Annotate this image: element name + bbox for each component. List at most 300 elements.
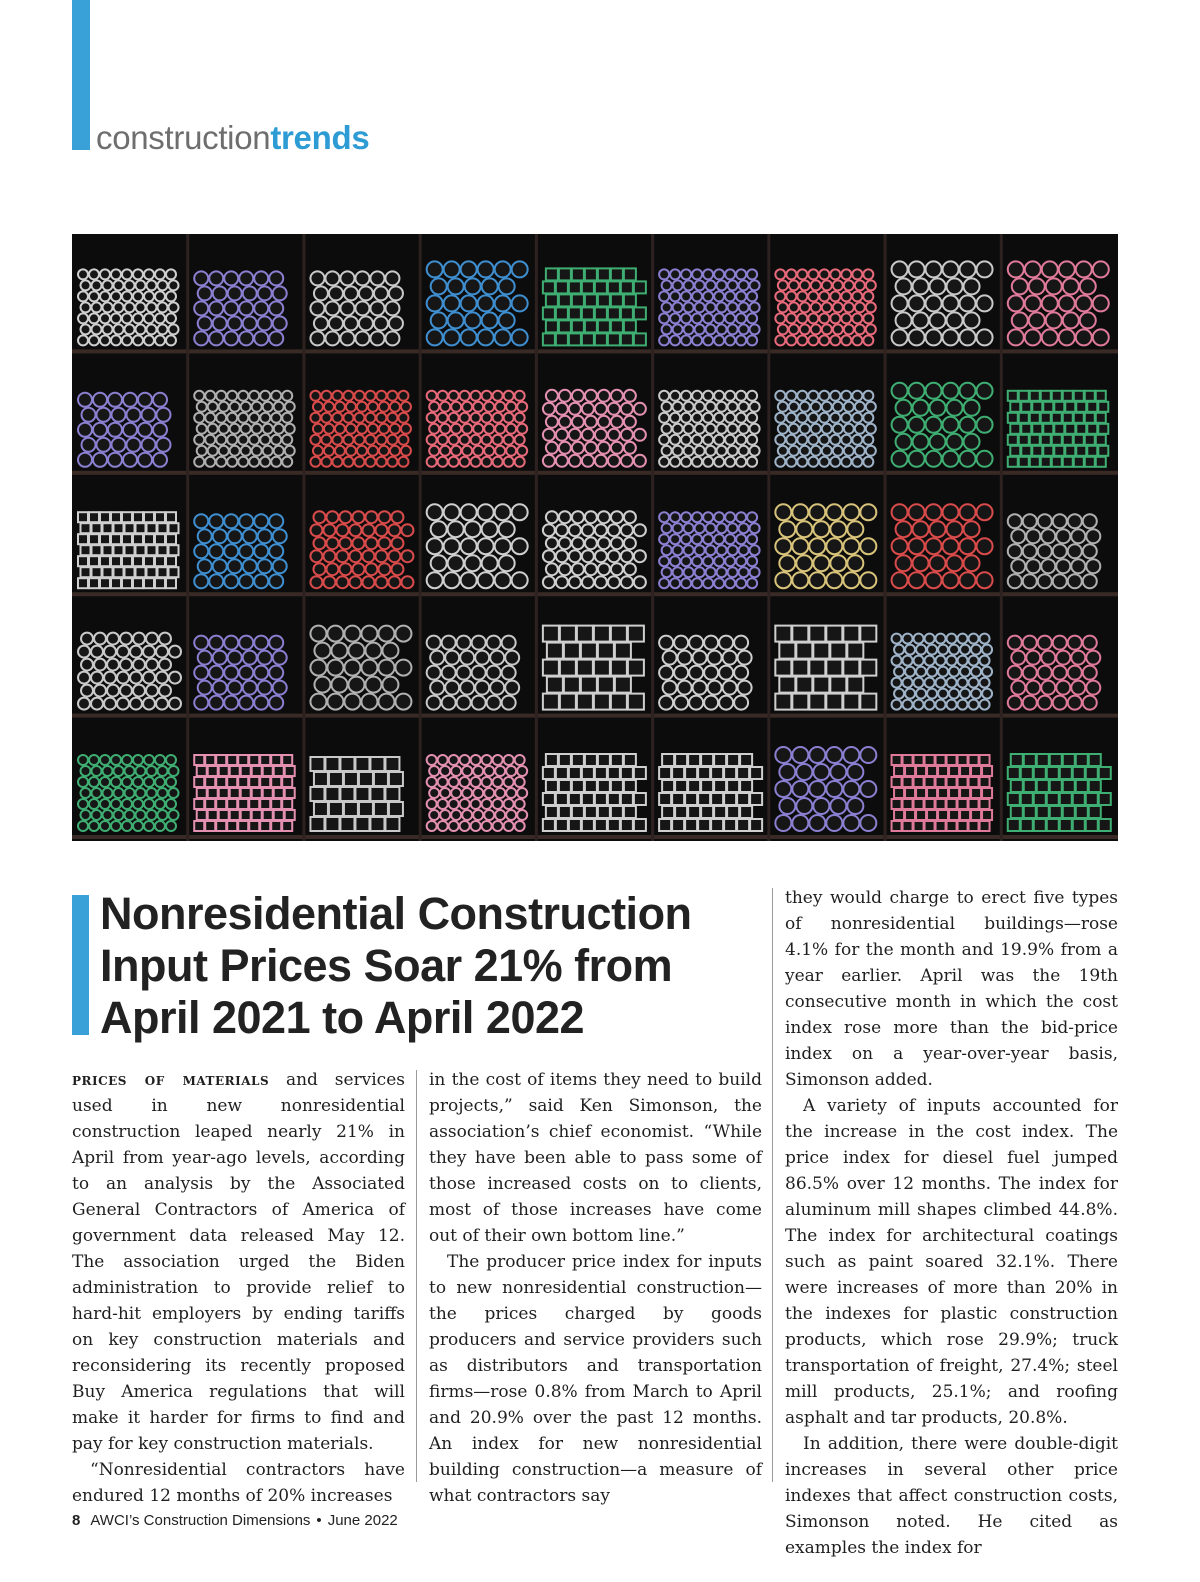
pipe-end [388,524,400,536]
pipe-end [133,534,143,544]
pipe-end [111,269,121,279]
pipe-end [344,772,358,786]
pipe-end [495,424,505,434]
pipe-end [1024,780,1036,792]
pipe-end [982,788,992,798]
pipe-end [376,457,386,467]
pipe-end [169,788,179,798]
pipe-end [546,563,558,575]
pipe-end [792,815,808,831]
pipe-end [1054,446,1064,456]
pipe-end [747,335,757,345]
pipe-end [271,457,281,467]
pipe-end [462,402,472,412]
pipe-end [1068,636,1082,650]
pipe-end [427,504,443,520]
pipe-end [844,324,854,334]
pipe-end [608,429,620,441]
pipe-end [670,335,680,345]
pipe-end [662,302,672,312]
pipe-end [750,567,760,577]
pipe-end [841,335,851,345]
pipe-end [779,677,795,693]
pipe-end [1032,446,1042,456]
pipe-end [559,563,571,575]
pipe-end [725,335,735,345]
pipe-end [238,413,248,423]
pipe-end [847,798,863,814]
pipe-end [263,424,273,434]
pipe-end [728,402,738,412]
pipe-end [78,335,88,345]
pipe-end [401,446,411,456]
pipe-end [440,788,450,798]
pipe-end [1023,696,1037,710]
pipe-end [249,821,259,831]
pipe-end [778,446,788,456]
pipe-end [775,504,791,520]
pipe-end [385,817,399,831]
pipe-end [355,787,369,801]
pipe-end [310,576,322,588]
pipe-end [269,696,283,710]
pipe-end [130,646,142,658]
pipe-bundle [427,391,527,467]
pipe-end [581,677,597,693]
pipe-end [314,802,328,816]
pipe-end [714,391,724,401]
pipe-end [736,534,746,544]
pipe-end [273,559,287,573]
pipe-end [156,672,168,684]
pipe-end [228,559,242,573]
pipe-end [892,572,908,588]
pipe-end [1046,278,1062,294]
pipe-end [855,446,865,456]
pipe-end [611,537,623,549]
pipe-end [914,656,924,666]
pipe-end [355,331,369,345]
pipe-end [569,307,581,319]
pipe-end [852,413,862,423]
pipe-end [659,413,669,423]
pipe-end [947,700,957,710]
pipe-end [1032,402,1042,412]
pipe-end [158,766,168,776]
pipe-end [370,787,384,801]
pipe-end [585,268,597,280]
pipe-end [310,301,324,315]
pipe-end [775,626,791,642]
pipe-end [445,651,459,665]
pipe-end [1083,666,1097,680]
pipe-end [158,280,168,290]
pipe-bundle [543,626,644,710]
pipe-end [582,767,594,779]
pipe-end [144,313,154,323]
pipe-end [346,424,356,434]
pipe-end [926,538,942,554]
pipe-end [427,261,443,277]
pipe-end [100,512,110,522]
pipe-end [249,799,259,809]
pipe-end [822,424,832,434]
pipe-end [621,793,633,805]
pipe-end [909,383,925,399]
pipe-end [936,634,946,644]
pipe-end [103,302,113,312]
pipe-end [634,819,646,831]
pipe-end [830,269,840,279]
pipe-end [515,777,525,787]
pipe-end [103,523,113,533]
pipe-end [841,291,851,301]
pipe-end [238,755,248,765]
pipe-end [258,286,272,300]
pipe-end [866,280,876,290]
pipe-end [947,777,957,787]
pipe-end [344,316,358,330]
pipe-end [938,766,948,776]
pipe-end [224,331,238,345]
pipe-end [155,777,165,787]
pipe-end [243,316,257,330]
pipe-end [158,545,168,555]
pipe-end [216,457,226,467]
pipe-end [143,646,155,658]
pipe-end [78,578,88,588]
pipe-end [673,402,683,412]
pipe-end [427,696,441,710]
pipe-end [750,545,760,555]
pipe-end [243,286,257,300]
pipe-end [325,301,339,315]
pipe-end [100,313,110,323]
pipe-end [624,442,636,454]
column-divider [416,1070,417,1482]
pipe-end [1008,295,1024,311]
pipe-end [471,457,481,467]
pipe-end [822,446,832,456]
steel-pipes-photo [72,234,1118,841]
pipe-end [375,576,387,588]
pipe-end [1025,261,1041,277]
pipe-end [727,754,739,766]
pipe-end [378,511,390,523]
pipe-end [822,280,832,290]
pipe-end [792,538,808,554]
pipe-end [155,578,165,588]
pipe-end [736,313,746,323]
pipe-end [892,417,908,433]
pipe-end [598,511,610,523]
pipe-end [852,335,862,345]
pipe-end [449,413,459,423]
pipe-end [125,567,135,577]
pipe-end [692,269,702,279]
pipe-end [382,643,398,659]
pipe-end [847,521,863,537]
pipe-end [684,545,694,555]
pipe-end [254,544,268,558]
pipe-end [659,457,669,467]
pipe-end [209,331,223,345]
pipe-end [947,634,957,644]
pipe-end [673,324,683,334]
pipe-end [238,799,248,809]
pipe-end [482,799,492,809]
pipe-end [971,689,981,699]
pipe-end [91,698,103,710]
pipe-end [378,563,390,575]
pipe-end [1083,574,1097,588]
pipe-end [227,435,237,445]
pipe-end [866,446,876,456]
pipe-end [860,747,876,763]
pipe-end [390,424,400,434]
pipe-end [1023,636,1037,650]
pipe-end [1019,457,1029,467]
pipe-end [495,261,511,277]
lead-in: prices of materials [72,1070,270,1090]
pipe-end [166,821,176,831]
pipe-end [800,280,810,290]
pipe-end [506,766,516,776]
pipe-end [326,511,338,523]
pipe-end [960,766,970,776]
pipe-end [695,302,705,312]
pipe-end [896,434,912,450]
pipe-end [572,537,584,549]
pipe-end [216,391,226,401]
pipe-end [473,788,483,798]
pipe-end [349,524,361,536]
pipe-end [714,556,724,566]
pipe-end [1043,402,1053,412]
pipe-end [714,291,724,301]
pipe-end [1056,681,1070,695]
pipe-end [1063,754,1075,766]
pipe-end [852,291,862,301]
pipe-end [198,529,212,543]
pipe-end [1098,424,1108,434]
pipe-end [355,301,369,315]
pipe-end [977,538,993,554]
pipe-end [855,324,865,334]
pipe-end [958,777,968,787]
pipe-end [515,457,525,467]
pipe-end [1019,435,1029,445]
pipe-end [136,788,146,798]
pipe-end [97,438,111,452]
pipe-end [1023,666,1037,680]
pipe-end [445,681,459,695]
pipe-end [943,417,959,433]
pipe-end [980,799,990,809]
pipe-end [711,767,723,779]
pipe-end [97,408,111,422]
pipe-end [114,788,124,798]
pipe-end [142,408,156,422]
pipe-end [499,278,515,294]
pipe-end [1076,402,1086,412]
pipe-end [260,391,270,401]
pipe-end [1008,696,1022,710]
pipe-end [909,417,925,433]
pipe-end [274,810,284,820]
pipe-end [670,556,680,566]
pipe-end [559,268,571,280]
pipe-end [81,766,91,776]
pipe-end [194,391,204,401]
pipe-end [274,788,284,798]
pipe-end [239,574,253,588]
pipe-end [100,335,110,345]
pipe-end [1042,261,1058,277]
pipe-end [314,316,328,330]
pipe-end [209,636,223,650]
pipe-end [1021,402,1031,412]
pipe-end [493,413,503,423]
pipe-end [122,578,132,588]
pipe-end [205,821,215,831]
pipe-end [662,280,672,290]
pipe-end [947,312,963,328]
pipe-end [263,446,273,456]
article-headline: Nonresidential Construction Input Prices Soar 21% from April 2021 to April 2022 [100,888,692,1043]
pipe-end [847,764,863,780]
pipe-end [964,312,980,328]
pipe-end [615,677,631,693]
pipe-end [159,685,171,697]
pipe-end [1038,544,1052,558]
pipe-end [81,659,93,671]
pipe-end [359,286,373,300]
pipe-end [1083,544,1097,558]
pipe-end [114,324,124,334]
pipe-end [852,457,862,467]
pipe-end [1011,681,1025,695]
pipe-end [440,424,450,434]
pipe-bundle [543,754,646,831]
pipe-end [378,537,390,549]
pipe-end [224,696,238,710]
pipe-end [855,280,865,290]
pipe-end [736,291,746,301]
pipe-end [243,651,257,665]
pipe-end [689,696,703,710]
pipe-end [375,524,387,536]
pipe-end [659,793,671,805]
pipe-end [960,788,970,798]
pipe-end [314,286,328,300]
pipe-end [582,333,594,345]
pipe-end [703,457,713,467]
pipe-end [611,806,623,818]
pipe-end [775,313,785,323]
pipe-end [376,413,386,423]
pipe-end [444,261,460,277]
pipe-end [1056,651,1070,665]
pipe-end [896,521,912,537]
pipe-end [598,563,610,575]
pipe-end [449,435,459,445]
pipe-end [585,294,597,306]
pipe-bundle [78,755,179,831]
pipe-end [82,408,96,422]
pipe-end [194,636,208,650]
pipe-end [843,781,859,797]
pipe-end [515,799,525,809]
pipe-end [1087,424,1097,434]
pipe-end [659,636,673,650]
pipe-end [938,667,948,677]
pipe-end [1008,793,1020,805]
pipe-end [960,504,976,520]
pipe-end [227,821,237,831]
pipe-end [325,817,339,831]
pipe-end [577,626,593,642]
pipe-end [786,391,796,401]
pipe-end [125,766,135,776]
pipe-end [273,316,287,330]
pipe-end [427,329,443,345]
pipe-end [120,633,132,645]
pipe-end [608,524,620,536]
pipe-end [1041,435,1051,445]
pipe-end [1011,754,1023,766]
pipe-end [239,331,253,345]
pipe-end [736,335,746,345]
pipe-end [438,435,448,445]
pipe-end [813,521,829,537]
pipe-end [796,677,812,693]
pipe-end [471,391,481,401]
pipe-end [219,402,229,412]
pipe-end [321,435,331,445]
pipe-end [958,678,968,688]
pipe-end [448,312,464,328]
pipe-end [343,457,353,467]
pipe-end [775,694,791,710]
pipe-end [830,335,840,345]
pipe-end [94,685,106,697]
pipe-end [325,331,339,345]
pipe-end [556,333,568,345]
pipe-end [495,295,511,311]
pipe-end [662,424,672,434]
pipe-end [725,413,735,423]
pipe-end [809,626,825,642]
pipe-end [786,457,796,467]
pipe-end [852,391,862,401]
pipe-bundle [892,755,993,831]
pipe-end [449,821,459,831]
pipe-end [598,537,610,549]
pipe-end [389,286,403,300]
pipe-end [321,413,331,423]
pipe-end [738,651,752,665]
pipe-end [684,424,694,434]
pipe-end [430,681,444,695]
pipe-end [100,269,110,279]
pipe-end [484,766,494,776]
pipe-end [1008,636,1022,650]
pipe-end [448,555,464,571]
pipe-end [269,331,283,345]
pipe-end [194,666,208,680]
pipe-end [444,295,460,311]
